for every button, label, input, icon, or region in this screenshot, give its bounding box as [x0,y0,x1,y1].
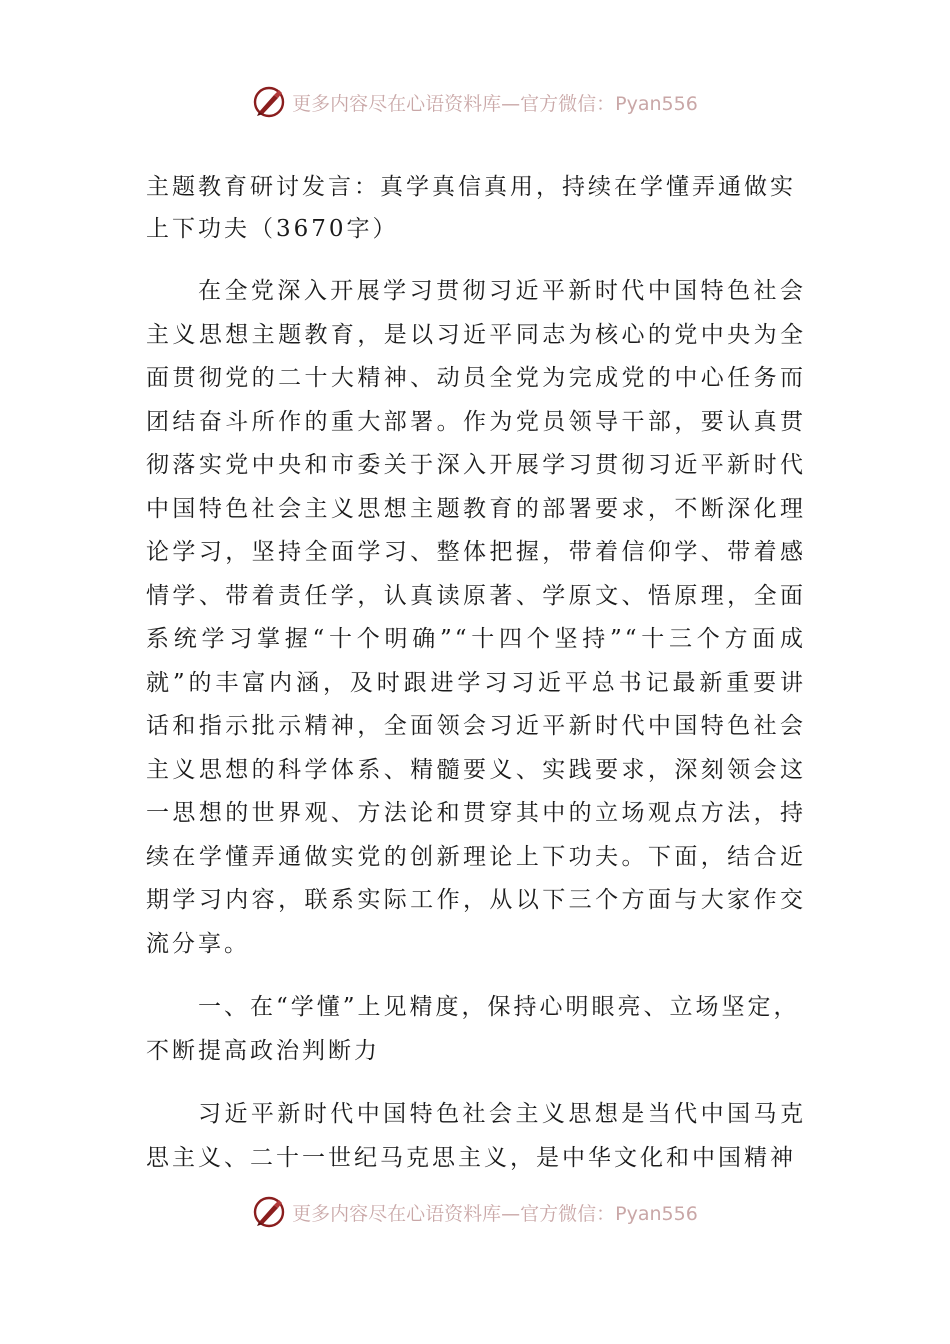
watermark-text: 更多内容尽在心语资料库—官方微信：Pyan556 [292,92,698,115]
watermark-text: 更多内容尽在心语资料库—官方微信：Pyan556 [292,1202,698,1225]
watermark-header [0,82,950,122]
watermark-footer [0,1192,950,1232]
pen-logo-icon [252,85,286,119]
body-paragraph: 在全党深入开展学习贯彻习近平新时代中国特色社会主义思想主题教育，是以习近平同志为核心的党中央为全面贯彻党的二十大精神、动员全党为完成党的中心任务而团结奋斗所作的重大部署。作为党员领导干部，要认真贯彻落实党中央和市委关于深入开展学习贯彻习近平新时代中国特色社会主义思想主题教育的部署要求，不断深化理论学习，坚持全面学习、整体把握，带着信仰学、带着感情学、带着责任学，认真读原著、学原文、悟原理，全面系统学习掌握“十个明确”“十四个坚持”“十三个方面成就”的丰富内涵，及时跟进学习习近平总书记最新重要讲话和指示批示精神，全面领会习近平新时代中国特色社会主义思想的科学体系、精髓要义、实践要求，深刻领会这一思想的世界观、方法论和贯穿其中的立场观点方法，持续在学懂弄通做实党的创新理论上下功夫。下面，结合近期学习内容，联系实际工作，从以下三个方面与大家作交流分享。 [146,278,806,957]
document-title: 主题教育研讨发言：真学真信真用，持续在学懂弄通做实上下功夫（3670字） [146,174,796,242]
pen-logo-icon [252,1195,286,1229]
body-paragraph: 习近平新时代中国特色社会主义思想是当代中国马克思主义、二十一世纪马克思主义，是中华文化和中国精神 [146,1101,806,1171]
section-heading: 一、在“学懂”上见精度，保持心明眼亮、立场坚定，不断提高政治判断力 [146,994,800,1064]
document-body [146,166,806,1200]
